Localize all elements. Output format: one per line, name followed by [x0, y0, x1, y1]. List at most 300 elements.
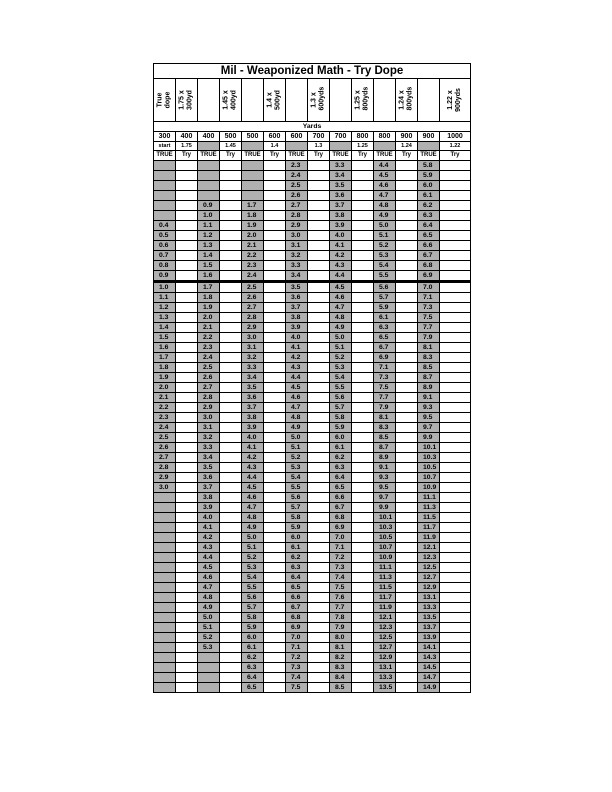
data-cell	[396, 453, 418, 463]
data-cell	[352, 473, 374, 483]
data-cell: 6.9	[286, 623, 308, 633]
data-cell	[352, 423, 374, 433]
data-cell	[396, 181, 418, 191]
data-cell	[396, 303, 418, 313]
data-cell	[220, 603, 242, 613]
data-cell	[220, 543, 242, 553]
data-cell: 3.5	[286, 282, 308, 293]
start-cell	[374, 142, 396, 151]
data-cell	[264, 313, 286, 323]
data-cell: 5.3	[374, 251, 396, 261]
column-header	[330, 79, 352, 122]
data-cell	[176, 323, 198, 333]
data-cell	[352, 493, 374, 503]
data-cell: 4.1	[286, 343, 308, 353]
data-cell: 3.9	[330, 221, 352, 231]
table-row	[154, 241, 471, 251]
data-cell	[176, 231, 198, 241]
data-cell: 3.7	[286, 303, 308, 313]
data-cell: 6.5	[330, 483, 352, 493]
data-cell	[176, 261, 198, 271]
data-cell: 11.3	[418, 503, 440, 513]
data-cell: 1.9	[198, 303, 220, 313]
data-cell: 0.9	[154, 271, 176, 282]
data-cell	[396, 161, 418, 171]
data-cell	[396, 663, 418, 673]
data-cell: 3.7	[242, 403, 264, 413]
data-cell	[308, 343, 330, 353]
column-header	[286, 79, 308, 122]
data-cell	[440, 623, 471, 633]
data-cell	[308, 483, 330, 493]
data-cell: 13.3	[418, 603, 440, 613]
data-cell: 11.9	[374, 603, 396, 613]
data-cell	[220, 303, 242, 313]
data-cell	[220, 211, 242, 221]
table-row	[154, 271, 471, 282]
data-cell	[440, 251, 471, 261]
data-cell: 6.0	[418, 181, 440, 191]
data-cell: 2.0	[242, 231, 264, 241]
data-cell	[396, 613, 418, 623]
data-cell	[220, 293, 242, 303]
data-cell: 5.7	[286, 503, 308, 513]
data-cell	[220, 593, 242, 603]
data-cell: 4.9	[374, 211, 396, 221]
data-cell	[176, 393, 198, 403]
table-row	[154, 613, 471, 623]
data-cell: 4.5	[242, 483, 264, 493]
type-cell: TRUE	[242, 151, 264, 161]
data-cell	[352, 573, 374, 583]
data-cell	[352, 363, 374, 373]
data-cell	[396, 393, 418, 403]
column-header	[396, 79, 418, 122]
data-cell: 6.3	[286, 563, 308, 573]
data-cell	[352, 553, 374, 563]
column-header	[220, 79, 242, 122]
data-cell: 2.8	[154, 463, 176, 473]
data-cell	[440, 171, 471, 181]
table-row	[154, 413, 471, 423]
data-cell	[264, 623, 286, 633]
data-cell: 10.3	[374, 523, 396, 533]
data-cell	[264, 393, 286, 403]
data-cell	[220, 453, 242, 463]
data-cell	[308, 593, 330, 603]
data-cell	[176, 383, 198, 393]
table-row	[154, 313, 471, 323]
type-cell: TRUE	[374, 151, 396, 161]
data-cell: 6.1	[418, 191, 440, 201]
column-header-label: True dope	[156, 91, 172, 109]
data-cell: 9.7	[374, 493, 396, 503]
table-row	[154, 231, 471, 241]
data-cell	[264, 323, 286, 333]
data-cell: 6.4	[242, 673, 264, 683]
data-cell: 5.7	[242, 603, 264, 613]
data-cell: 2.0	[198, 313, 220, 323]
data-cell	[154, 643, 176, 653]
data-cell: 9.1	[418, 393, 440, 403]
data-cell: 4.7	[198, 583, 220, 593]
data-cell: 14.9	[418, 683, 440, 693]
data-cell	[220, 251, 242, 261]
data-cell: 10.5	[374, 533, 396, 543]
data-cell	[352, 523, 374, 533]
data-cell	[440, 282, 471, 293]
data-cell	[308, 663, 330, 673]
data-cell: 7.6	[330, 593, 352, 603]
data-cell	[220, 563, 242, 573]
start-cell: 1.75	[176, 142, 198, 151]
table-row	[154, 393, 471, 403]
data-cell: 0.8	[154, 261, 176, 271]
data-cell	[264, 211, 286, 221]
yard-cell: 1000	[440, 132, 471, 142]
data-cell	[308, 463, 330, 473]
data-cell	[176, 353, 198, 363]
data-cell	[220, 403, 242, 413]
start-cell: 1.22	[440, 142, 471, 151]
data-cell: 4.8	[242, 513, 264, 523]
data-cell	[352, 483, 374, 493]
data-cell: 3.4	[286, 271, 308, 282]
data-cell: 4.4	[198, 553, 220, 563]
data-cell	[352, 161, 374, 171]
data-cell	[352, 241, 374, 251]
data-cell: 7.0	[418, 282, 440, 293]
data-cell	[352, 393, 374, 403]
data-cell	[440, 293, 471, 303]
data-cell	[308, 231, 330, 241]
data-cell	[352, 563, 374, 573]
data-cell: 3.3	[242, 363, 264, 373]
data-cell	[308, 633, 330, 643]
data-cell	[176, 413, 198, 423]
data-cell: 3.8	[242, 413, 264, 423]
data-cell: 6.6	[418, 241, 440, 251]
data-cell	[308, 683, 330, 693]
data-cell: 6.0	[286, 533, 308, 543]
data-cell	[352, 221, 374, 231]
data-cell: 2.3	[242, 261, 264, 271]
data-cell	[308, 613, 330, 623]
table-row	[154, 191, 471, 201]
data-cell: 6.9	[374, 353, 396, 363]
data-cell	[220, 231, 242, 241]
data-cell	[220, 181, 242, 191]
data-cell	[396, 373, 418, 383]
table-row	[154, 353, 471, 363]
table-row	[154, 403, 471, 413]
data-cell	[352, 413, 374, 423]
data-cell	[242, 161, 264, 171]
data-cell	[176, 603, 198, 613]
data-cell: 2.1	[198, 323, 220, 333]
data-cell: 4.1	[198, 523, 220, 533]
data-cell	[176, 523, 198, 533]
data-cell	[220, 633, 242, 643]
table-row	[154, 603, 471, 613]
data-cell	[154, 513, 176, 523]
table-row	[154, 171, 471, 181]
data-cell	[396, 653, 418, 663]
start-cell: 1.24	[396, 142, 418, 151]
data-cell	[264, 653, 286, 663]
data-cell	[220, 513, 242, 523]
data-cell	[396, 683, 418, 693]
data-cell	[308, 513, 330, 523]
data-cell: 5.9	[286, 523, 308, 533]
data-cell: 6.8	[286, 613, 308, 623]
data-cell: 1.7	[242, 201, 264, 211]
data-cell: 3.2	[286, 251, 308, 261]
data-cell: 3.5	[330, 181, 352, 191]
data-cell	[396, 201, 418, 211]
data-cell	[154, 623, 176, 633]
data-cell	[308, 673, 330, 683]
data-cell	[176, 211, 198, 221]
column-header	[242, 79, 264, 122]
data-cell	[264, 533, 286, 543]
data-cell	[220, 191, 242, 201]
data-cell	[220, 333, 242, 343]
data-cell	[198, 171, 220, 181]
data-cell	[396, 293, 418, 303]
data-cell	[440, 181, 471, 191]
data-cell: 6.1	[374, 313, 396, 323]
yard-cell: 800	[352, 132, 374, 142]
data-cell: 6.0	[242, 633, 264, 643]
data-cell: 2.5	[286, 181, 308, 191]
data-cell: 3.5	[242, 383, 264, 393]
data-cell	[352, 323, 374, 333]
data-cell: 6.4	[418, 221, 440, 231]
data-cell: 8.9	[418, 383, 440, 393]
data-cell	[176, 333, 198, 343]
data-cell: 6.4	[330, 473, 352, 483]
data-cell	[396, 443, 418, 453]
data-cell	[308, 271, 330, 282]
data-cell: 4.8	[286, 413, 308, 423]
table-row	[154, 473, 471, 483]
data-cell	[440, 333, 471, 343]
data-cell	[396, 403, 418, 413]
data-cell: 2.7	[242, 303, 264, 313]
data-cell	[396, 583, 418, 593]
data-cell: 1.8	[198, 293, 220, 303]
data-cell: 2.7	[154, 453, 176, 463]
data-cell	[264, 221, 286, 231]
data-cell: 5.0	[374, 221, 396, 231]
data-cell: 3.4	[330, 171, 352, 181]
data-cell: 1.9	[154, 373, 176, 383]
data-cell: 2.1	[154, 393, 176, 403]
start-cell	[286, 142, 308, 151]
data-cell: 12.3	[374, 623, 396, 633]
data-cell: 7.1	[286, 643, 308, 653]
data-cell	[352, 503, 374, 513]
data-cell: 4.0	[330, 231, 352, 241]
data-cell	[440, 593, 471, 603]
data-cell	[220, 613, 242, 623]
data-cell: 1.2	[154, 303, 176, 313]
data-cell	[176, 293, 198, 303]
data-cell	[220, 241, 242, 251]
data-cell	[308, 523, 330, 533]
data-cell: 4.7	[242, 503, 264, 513]
data-cell	[176, 313, 198, 323]
data-cell	[264, 673, 286, 683]
data-cell	[154, 493, 176, 503]
data-cell	[176, 473, 198, 483]
data-cell	[176, 191, 198, 201]
data-cell	[220, 161, 242, 171]
data-cell	[308, 373, 330, 383]
data-cell	[264, 282, 286, 293]
data-cell: 4.5	[198, 563, 220, 573]
table-row	[154, 463, 471, 473]
data-cell	[264, 603, 286, 613]
data-cell	[440, 503, 471, 513]
data-cell: 6.6	[286, 593, 308, 603]
yard-cell: 500	[220, 132, 242, 142]
data-cell: 4.0	[242, 433, 264, 443]
data-cell: 3.7	[198, 483, 220, 493]
data-cell: 4.2	[330, 251, 352, 261]
data-cell: 7.3	[286, 663, 308, 673]
data-cell: 8.3	[418, 353, 440, 363]
data-cell	[220, 383, 242, 393]
table-row	[154, 573, 471, 583]
type-cell: TRUE	[418, 151, 440, 161]
data-cell	[176, 683, 198, 693]
data-cell: 5.4	[286, 473, 308, 483]
data-cell	[352, 513, 374, 523]
data-cell: 3.6	[286, 293, 308, 303]
data-cell: 2.5	[198, 363, 220, 373]
data-cell: 2.8	[286, 211, 308, 221]
data-cell	[308, 251, 330, 261]
data-cell: 13.5	[374, 683, 396, 693]
data-cell	[396, 673, 418, 683]
data-cell	[308, 323, 330, 333]
data-cell	[220, 493, 242, 503]
data-cell: 5.2	[374, 241, 396, 251]
data-cell: 6.5	[242, 683, 264, 693]
data-cell	[440, 633, 471, 643]
data-cell	[308, 181, 330, 191]
data-cell	[154, 553, 176, 563]
data-cell: 3.4	[198, 453, 220, 463]
dope-table	[153, 63, 471, 693]
data-cell	[396, 603, 418, 613]
data-cell: 4.0	[198, 513, 220, 523]
data-cell	[264, 553, 286, 563]
data-cell	[396, 493, 418, 503]
data-cell: 12.5	[374, 633, 396, 643]
table-row	[154, 523, 471, 533]
data-cell	[396, 633, 418, 643]
data-cell: 6.1	[330, 443, 352, 453]
data-cell	[176, 241, 198, 251]
data-cell: 6.2	[286, 553, 308, 563]
data-cell: 4.5	[286, 383, 308, 393]
data-cell	[176, 533, 198, 543]
data-cell: 8.0	[330, 633, 352, 643]
data-cell	[440, 241, 471, 251]
data-cell	[154, 563, 176, 573]
table-row	[154, 333, 471, 343]
data-cell: 2.9	[154, 473, 176, 483]
start-cell: 1.45	[220, 142, 242, 151]
data-cell	[308, 261, 330, 271]
column-header-label: 1.22 x 900yds	[447, 88, 462, 112]
data-cell	[396, 191, 418, 201]
data-cell: 4.5	[374, 171, 396, 181]
data-cell: 13.1	[418, 593, 440, 603]
data-cell	[440, 513, 471, 523]
data-cell	[154, 603, 176, 613]
data-cell	[308, 293, 330, 303]
data-cell: 1.0	[154, 282, 176, 293]
data-cell	[264, 613, 286, 623]
data-cell: 4.9	[198, 603, 220, 613]
data-cell: 5.6	[286, 493, 308, 503]
data-cell	[242, 181, 264, 191]
data-cell: 12.9	[374, 653, 396, 663]
data-cell	[440, 543, 471, 553]
data-cell: 14.3	[418, 653, 440, 663]
data-cell	[352, 593, 374, 603]
data-cell: 6.3	[242, 663, 264, 673]
data-cell	[264, 353, 286, 363]
data-cell	[352, 453, 374, 463]
data-cell: 0.9	[198, 201, 220, 211]
data-cell	[308, 623, 330, 633]
data-cell	[264, 483, 286, 493]
data-cell	[440, 483, 471, 493]
data-cell	[308, 393, 330, 403]
table-row	[154, 433, 471, 443]
data-cell	[308, 363, 330, 373]
data-cell	[176, 653, 198, 663]
data-cell: 1.3	[154, 313, 176, 323]
data-cell	[220, 221, 242, 231]
data-cell	[176, 363, 198, 373]
data-cell	[264, 333, 286, 343]
data-cell	[220, 413, 242, 423]
data-cell	[352, 171, 374, 181]
data-cell	[264, 523, 286, 533]
start-cell	[242, 142, 264, 151]
table-row	[154, 373, 471, 383]
data-cell: 5.7	[330, 403, 352, 413]
data-cell	[308, 313, 330, 323]
data-cell: 12.1	[374, 613, 396, 623]
table-row	[154, 483, 471, 493]
data-cell: 12.9	[418, 583, 440, 593]
data-cell	[220, 171, 242, 181]
data-cell	[352, 282, 374, 293]
data-cell: 5.2	[198, 633, 220, 643]
data-cell	[440, 453, 471, 463]
start-cell: start	[154, 142, 176, 151]
data-cell: 5.6	[374, 282, 396, 293]
data-cell: 6.4	[286, 573, 308, 583]
data-cell: 0.4	[154, 221, 176, 231]
